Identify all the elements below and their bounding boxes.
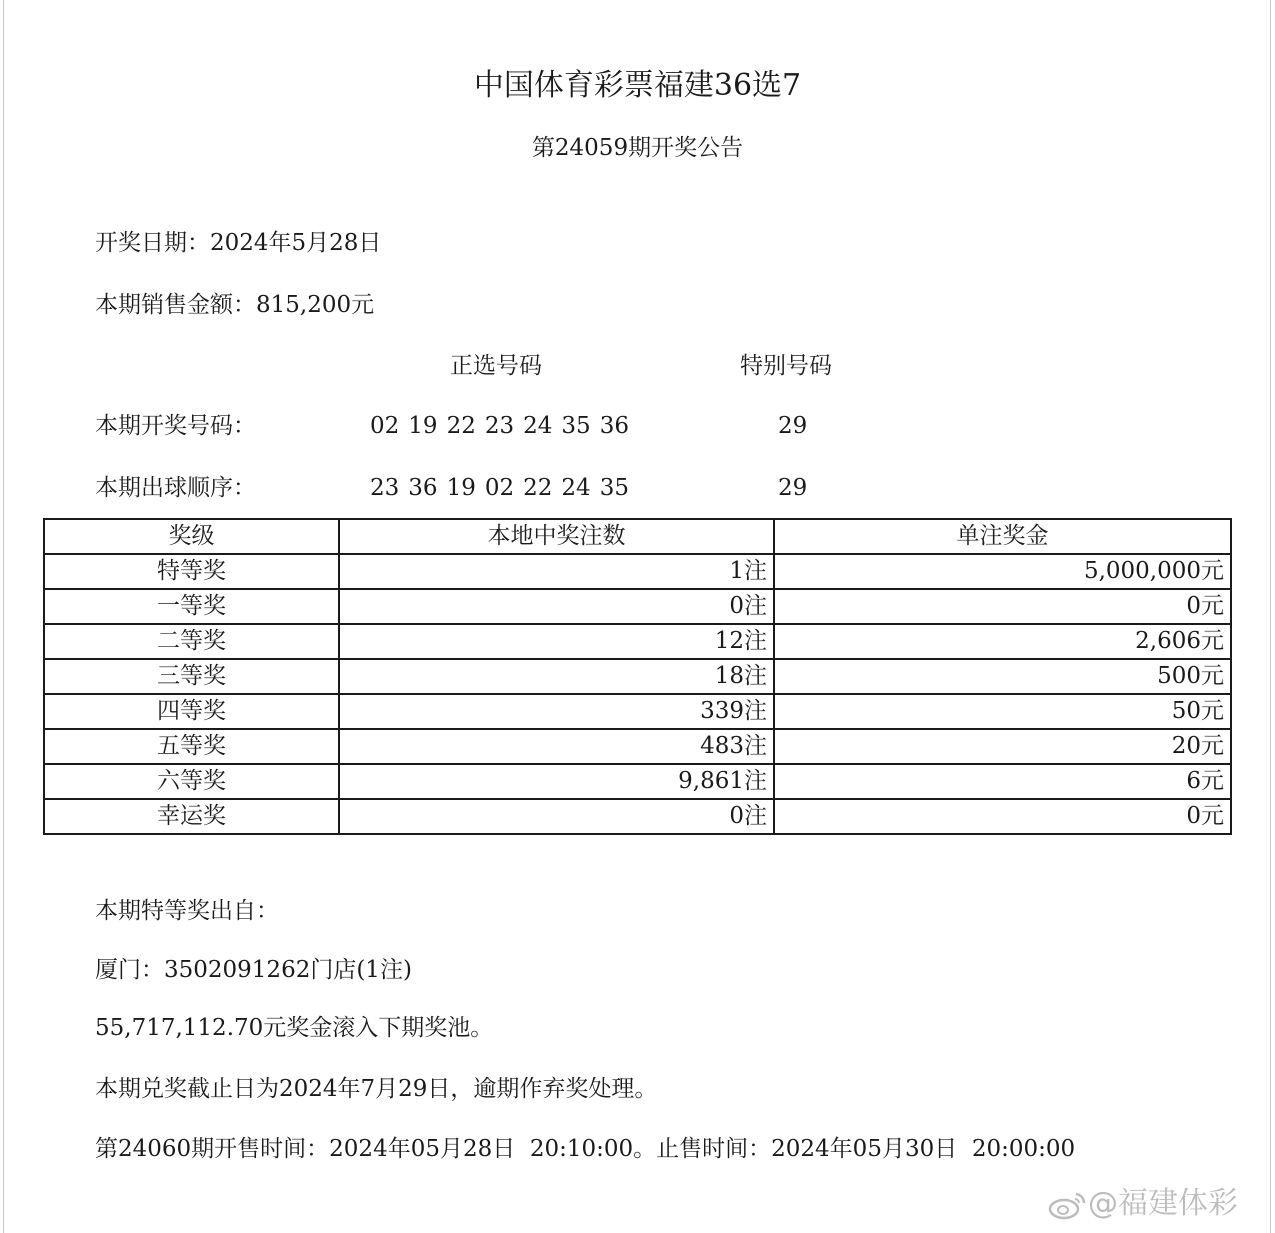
winning-number: 24 [523, 413, 553, 439]
prize-amount: 20元 [774, 729, 1231, 764]
page-left-border [3, 0, 4, 1233]
header-level: 奖级 [44, 519, 339, 554]
winning-number: 22 [446, 413, 476, 439]
winner-count: 339注 [339, 694, 774, 729]
table-row [44, 729, 1231, 764]
order-number: 35 [599, 475, 629, 501]
jackpot-origin-label: 本期特等奖出自： [95, 898, 279, 924]
prize-level: 四等奖 [44, 694, 339, 729]
draw-order-numbers [370, 472, 638, 504]
sales-amount: 本期销售金额：815,200元 [95, 292, 375, 318]
winning-special-number: 29 [778, 413, 808, 439]
order-number: 36 [408, 475, 438, 501]
page-title: 中国体育彩票福建36选7 [473, 68, 802, 103]
winner-count: 483注 [339, 729, 774, 764]
prize-level: 特等奖 [44, 554, 339, 589]
order-special-number: 29 [778, 475, 808, 501]
order-number: 02 [484, 475, 515, 501]
prize-amount: 6元 [774, 764, 1231, 799]
jackpot-store: 厦门：3502091262门店(1注) [95, 957, 412, 983]
winner-count: 12注 [339, 624, 774, 659]
table-row [44, 694, 1231, 729]
order-number: 24 [561, 475, 591, 501]
winning-number: 36 [599, 413, 629, 439]
winning-number: 19 [408, 413, 438, 439]
winning-number: 02 [370, 413, 400, 439]
winning-number: 35 [561, 413, 591, 439]
prize-amount: 5,000,000元 [774, 554, 1231, 589]
claim-deadline: 本期兑奖截止日为2024年7月29日，逾期作弃奖处理。 [95, 1076, 658, 1102]
main-numbers-heading: 正选号码 [450, 353, 542, 379]
prize-amount: 2,606元 [774, 624, 1231, 659]
table-row [44, 799, 1231, 834]
draw-date: 开奖日期：2024年5月28日 [95, 230, 382, 256]
prize-level: 三等奖 [44, 659, 339, 694]
header-amount: 单注奖金 [774, 519, 1231, 554]
order-number: 19 [446, 475, 476, 501]
prize-level: 六等奖 [44, 764, 339, 799]
winning-number: 23 [484, 413, 515, 439]
winning-main-numbers [370, 410, 638, 442]
prize-level: 幸运奖 [44, 799, 339, 834]
table-row [44, 764, 1231, 799]
table-row [44, 589, 1231, 624]
winner-count: 0注 [339, 799, 774, 834]
winner-count: 18注 [339, 659, 774, 694]
prize-amount: 500元 [774, 659, 1231, 694]
winner-count: 9,861注 [339, 764, 774, 799]
jackpot-rollover: 55,717,112.70元奖金滚入下期奖池。 [95, 1015, 494, 1041]
watermark-text: @福建体彩 [1088, 1186, 1238, 1221]
page-subtitle: 第24059期开奖公告 [531, 135, 744, 161]
special-number-heading: 特别号码 [740, 353, 832, 379]
draw-order-label: 本期出球顺序： [95, 475, 256, 501]
prize-level: 二等奖 [44, 624, 339, 659]
prize-amount: 0元 [774, 589, 1231, 624]
prize-level: 一等奖 [44, 589, 339, 624]
weibo-icon [1048, 1190, 1088, 1220]
table-row [44, 659, 1231, 694]
winner-count: 0注 [339, 589, 774, 624]
header-count: 本地中奖注数 [339, 519, 774, 554]
winner-count: 1注 [339, 554, 774, 589]
winning-numbers-label: 本期开奖号码： [95, 413, 256, 439]
prize-amount: 0元 [774, 799, 1231, 834]
prize-amount: 50元 [774, 694, 1231, 729]
table-row [44, 624, 1231, 659]
watermark [1048, 1186, 1238, 1222]
prize-table [43, 518, 1232, 835]
order-number: 22 [523, 475, 553, 501]
table-row [44, 554, 1231, 589]
next-draw-sale-time: 第24060期开售时间：2024年05月28日 20:10:00。止售时间：2024年05月30日 20:00:00 [95, 1136, 1076, 1162]
order-number: 23 [370, 475, 400, 501]
prize-level: 五等奖 [44, 729, 339, 764]
table-header-row [44, 519, 1231, 554]
page-right-border [1270, 0, 1271, 1233]
